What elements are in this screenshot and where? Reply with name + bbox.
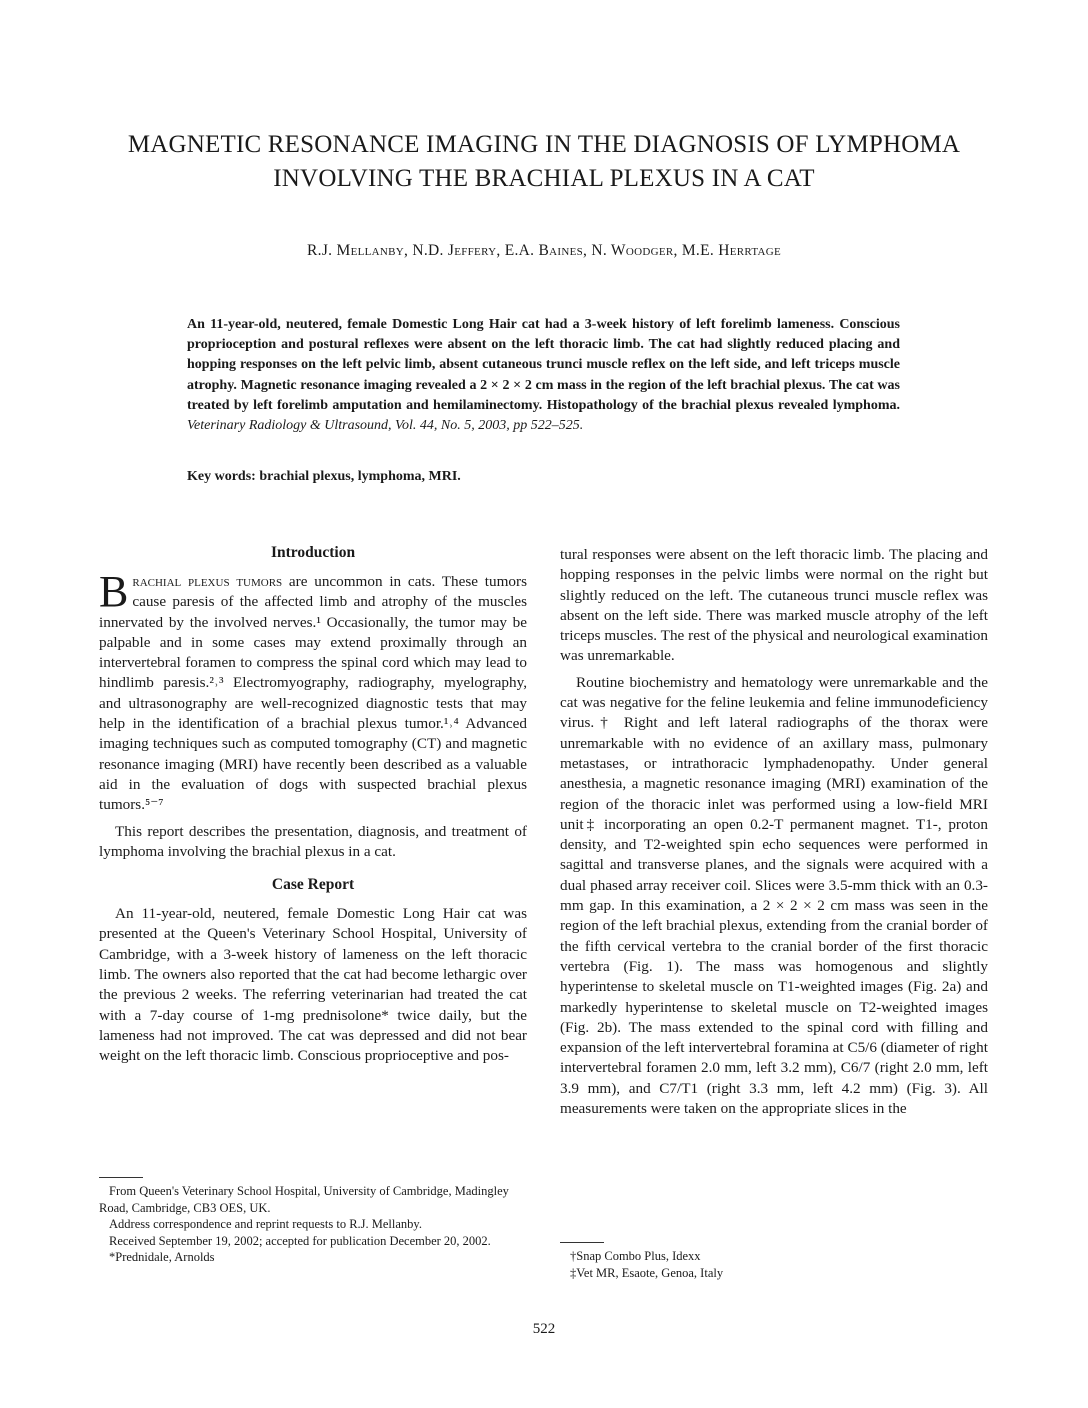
drop-cap: B (99, 567, 129, 616)
right-paragraph-2: Routine biochemistry and hematology were unremarkable and the cat was negative for the feline leukemia and feline immunodeficiency virus.† Right and left lateral radiographs of the thorax were unremarkable with no evidence of an axillary mass, pulmonary metastases, or intrathoracic lymphadenopathy. Under general anesthesia, a magnetic resonance imaging (MRI) examination of the region of the thoracic inlet was performed using a low-field MRI unit‡ incorporating an open 0.2-T permanent magnet. T1-, proton density, and T2-weighted spin echo sequences were performed in sagittal and transverse planes, and the signals were acquired with a dual phased array receiver coil. Slices were 3.5-mm thick with an 0.3-mm gap. In this examination, a 2 × 2 × 2 cm mass was seen in the region of the left brachial plexus, extending from the cranial border of the fifth cervical vertebra to the cranial border of the first thoracic vertebra (Fig. 1). The mass was homogenous and slightly hyperintense to skeletal muscle on T1-weighted images (Fig. 2a) and markedly hyperintense to skeletal muscle on T2-weighted images (Fig. 2b). The mass extended to the spinal cord with filling and expansion of the left intervertebral foramina at C5/6 (diameter of right intervertebral foramen 2.0 mm, left 3.2 mm), C6/7 (right 2.0 mm, left 3.9 mm), and C7/T1 (right 3.3 mm, left 4.2 mm) (Fig. 3). All measurements were taken on the appropriate slices in the (560, 673, 988, 1118)
abstract (187, 315, 900, 436)
footnote-prednidale: *Prednidale, Arnolds (109, 1250, 215, 1264)
intro-paragraph-2: This report describes the presentation, diagnosis, and treatment of lymphoma involving the brachial plexus in a cat. (99, 822, 527, 860)
right-paragraph-1: tural responses were absent on the left thoracic limb. The placing and hopping responses in the pelvic limbs were normal on the right but slightly reduced on the left. The cutaneous trunci muscle reflex was absent on the left side. There was marked muscle atrophy of the left triceps muscles. The rest of the physical and neurological examination was unremarkable. (560, 546, 988, 665)
page-number: 522 (532, 1321, 556, 1337)
article-title (100, 128, 988, 196)
intro-p1-text: are uncommon in cats. These tumors cause paresis of the affected limb and atrophy of the muscles innervated by the involved nerves.¹ Occasionally, the tumor may be palpable and in some cases may extend proximally through an intervertebral foramen to compress the spinal cord which may lead to hindlimb paresis.²˒³ Electromyography, radiography, myelography, and ultrasonography are well-recognized diagnostic tests that may help in the identification of a brachial plexus tumor.¹˒⁴ Advanced imaging techniques such as computed tomography (CT) and magnetic resonance imaging (MRI) have recently been described as a valuable aid in the evaluation of dogs with suspected brachial plexus tumors.⁵⁻⁷ (99, 573, 527, 814)
keywords: Key words: brachial plexus, lymphoma, MRI. (187, 469, 461, 484)
right-column (560, 545, 988, 1119)
title-line-1: MAGNETIC RESONANCE IMAGING IN THE DIAGNOSIS OF LYMPHOMA (127, 131, 961, 158)
footnote-correspondence: Address correspondence and reprint requests to R.J. Mellanby. (109, 1217, 422, 1231)
intro-lead-in: rachial plexus tumors (132, 573, 283, 590)
abstract-citation: Veterinary Radiology & Ultrasound, Vol. 44, No. 5, 2003, pp 522–525. (187, 418, 584, 434)
left-footnotes (99, 1183, 527, 1266)
case-report-heading: Case Report (271, 876, 355, 894)
introduction-heading: Introduction (270, 544, 356, 561)
right-footnotes (560, 1248, 988, 1281)
authors-text: R.J. Mellanby, N.D. Jeffery, E.A. Baines, N. Woodger, M.E. Herrtage (307, 242, 781, 259)
left-column (99, 542, 527, 1067)
footnote-vet-mr: ‡Vet MR, Esaote, Genoa, Italy (570, 1265, 724, 1280)
footnote-received: Received September 19, 2002; accepted for publication December 20, 2002. (109, 1233, 491, 1248)
right-footnote-rule (560, 1242, 604, 1243)
left-footnote-rule (99, 1177, 143, 1178)
footnote-snap-combo: †Snap Combo Plus, Idexx (570, 1249, 701, 1263)
title-line-2: INVOLVING THE BRACHIAL PLEXUS IN A CAT (273, 165, 815, 192)
footnote-affiliation: From Queen's Veterinary School Hospital, University of Cambridge, Madingley Road, Cambridge, CB3 OES, UK. (99, 1184, 509, 1215)
abstract-body: An 11-year-old, neutered, female Domestic Long Hair cat had a 3-week history of left forelimb lameness. Conscious proprioception and postural reflexes were absent on the left thoracic limb. The cat had slightly reduced placing and hopping responses on the left pelvic limb, absent cutaneous trunci muscle reflex on the left side, and left triceps muscle atrophy. Magnetic resonance imaging revealed a 2 × 2 × 2 cm mass in the region of the left brachial plexus. The cat was treated by left forelimb amputation and hemilaminectomy. Histopathology of the brachial plexus revealed lymphoma. (187, 317, 900, 413)
intro-paragraph-1 (99, 567, 527, 816)
author-list (100, 242, 988, 260)
case-paragraph-1: An 11-year-old, neutered, female Domestic Long Hair cat was presented at the Queen's Veterinary School Hospital, University of Cambridge, with a 3-week history of lameness on the left thoracic limb. The owners also reported that the cat had become lethargic over the previous 2 weeks. The referring veterinarian had treated the cat with a 7-day course of 1-mg prednisolone* twice daily, but the lameness had not improved. The cat was depressed and did not bear weight on the left thoracic limb. Conscious proprioceptive and pos- (99, 905, 527, 1065)
